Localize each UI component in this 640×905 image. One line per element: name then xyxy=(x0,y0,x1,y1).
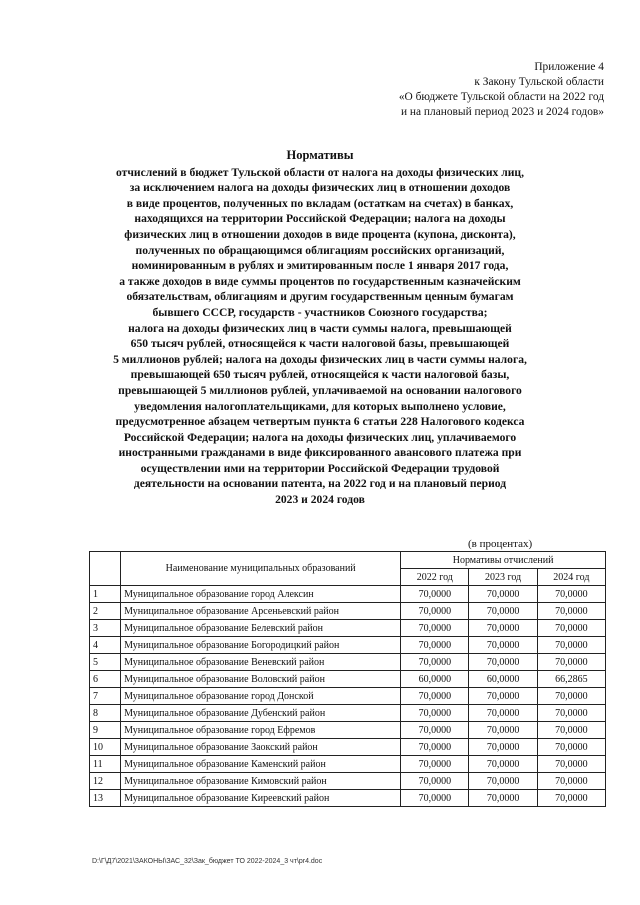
title-body xyxy=(60,165,580,508)
municipality-name: Муниципальное образование город Алексин xyxy=(121,586,401,603)
norm-2024: 70,0000 xyxy=(537,603,605,620)
row-number: 13 xyxy=(90,790,121,807)
table-row xyxy=(90,586,606,603)
municipality-name: Муниципальное образование Каменский район xyxy=(121,756,401,773)
row-number: 8 xyxy=(90,705,121,722)
table-row xyxy=(90,739,606,756)
title-line: обязательствам, облигациям и другим государственным ценным бумагам xyxy=(126,290,514,304)
name-column-header: Наименование муниципальных образований xyxy=(121,552,401,586)
title-line: а также доходов в виде суммы процентов по государственным казначейским xyxy=(119,274,521,288)
norm-2023: 70,0000 xyxy=(469,688,537,705)
title-line: номинированным в рублях и эмитированным после 1 января 2017 года, xyxy=(131,259,509,273)
year-header-2023: 2023 год xyxy=(469,569,537,586)
norm-2022: 70,0000 xyxy=(401,620,469,637)
year-header-2022: 2022 год xyxy=(401,569,469,586)
title-line: уведомления налогоплательщиками, для которых выполнено условие, xyxy=(134,399,506,413)
norm-2022: 70,0000 xyxy=(401,654,469,671)
municipality-name: Муниципальное образование город Ефремов xyxy=(121,722,401,739)
title-line: 5 миллионов рублей; налога на доходы физических лиц в части суммы налога, xyxy=(113,352,527,366)
norm-2023: 70,0000 xyxy=(469,620,537,637)
title-line: превышающей 650 тысяч рублей, относящейся к части налоговой базы, xyxy=(130,368,510,382)
table-row xyxy=(90,637,606,654)
row-number: 12 xyxy=(90,773,121,790)
norm-2022: 70,0000 xyxy=(401,637,469,654)
norm-2023: 70,0000 xyxy=(469,773,537,790)
norm-2024: 70,0000 xyxy=(537,739,605,756)
title-line: иностранными гражданами в виде фиксированного авансового платежа при xyxy=(118,446,522,460)
title-line: 650 тысяч рублей, относящейся к части налоговой базы, превышающей xyxy=(130,337,510,351)
norm-2023: 70,0000 xyxy=(469,705,537,722)
title-line: превышающей 5 миллионов рублей, уплачиваемой на основании налогового xyxy=(118,383,522,397)
municipality-name: Муниципальное образование город Донской xyxy=(121,688,401,705)
table-row xyxy=(90,705,606,722)
norm-2022: 70,0000 xyxy=(401,722,469,739)
norm-2022: 60,0000 xyxy=(401,671,469,688)
norms-column-header: Нормативы отчислений xyxy=(401,552,606,569)
title-line: Российской Федерации; налога на доходы физических лиц, уплачиваемого xyxy=(123,430,517,444)
norm-2022: 70,0000 xyxy=(401,586,469,603)
norm-2022: 70,0000 xyxy=(401,773,469,790)
municipality-name: Муниципальное образование Киреевский район xyxy=(121,790,401,807)
norm-2024: 70,0000 xyxy=(537,654,605,671)
table-row xyxy=(90,688,606,705)
municipality-name: Муниципальное образование Заокский район xyxy=(121,739,401,756)
norm-2023: 70,0000 xyxy=(469,739,537,756)
norm-2024: 70,0000 xyxy=(537,790,605,807)
row-number: 9 xyxy=(90,722,121,739)
norm-2024: 70,0000 xyxy=(537,688,605,705)
table-row xyxy=(90,790,606,807)
title-line: 2023 и 2024 годов xyxy=(275,493,365,507)
norm-2023: 70,0000 xyxy=(469,603,537,620)
row-number: 11 xyxy=(90,756,121,773)
table-row xyxy=(90,773,606,790)
table-row xyxy=(90,756,606,773)
table-row xyxy=(90,722,606,739)
document-title xyxy=(60,148,580,508)
municipality-name: Муниципальное образование Кимовский район xyxy=(121,773,401,790)
norm-2023: 70,0000 xyxy=(469,654,537,671)
municipality-name: Муниципальное образование Белевский район xyxy=(121,620,401,637)
appendix-number: Приложение 4 xyxy=(534,61,604,73)
norm-2023: 70,0000 xyxy=(469,637,537,654)
row-number: 6 xyxy=(90,671,121,688)
number-column-header xyxy=(90,552,121,586)
norm-2022: 70,0000 xyxy=(401,739,469,756)
norm-2023: 60,0000 xyxy=(469,671,537,688)
row-number: 1 xyxy=(90,586,121,603)
title-line: отчислений в бюджет Тульской области от налога на доходы физических лиц, xyxy=(116,165,524,179)
table-body xyxy=(90,586,606,807)
title-line: за исключением налога на доходы физических лиц в отношении доходов xyxy=(129,181,511,195)
norm-2023: 70,0000 xyxy=(469,586,537,603)
row-number: 5 xyxy=(90,654,121,671)
title-line: осуществлении ими на территории Российской Федерации трудовой xyxy=(140,461,500,475)
row-number: 3 xyxy=(90,620,121,637)
title-line: предусмотренное абзацем четвертым пункта 6 статьи 228 Налогового кодекса xyxy=(115,415,525,429)
norm-2024: 70,0000 xyxy=(537,620,605,637)
norm-2024: 70,0000 xyxy=(537,705,605,722)
appendix-law: к Закону Тульской области xyxy=(474,76,604,88)
title-heading: Нормативы xyxy=(286,148,354,162)
norm-2022: 70,0000 xyxy=(401,756,469,773)
table-row xyxy=(90,620,606,637)
table-row xyxy=(90,603,606,620)
title-line: деятельности на основании патента, на 2022 год и на плановый период xyxy=(133,477,507,491)
norm-2023: 70,0000 xyxy=(469,722,537,739)
municipality-name: Муниципальное образование Веневский район xyxy=(121,654,401,671)
table-row xyxy=(90,654,606,671)
norm-2024: 70,0000 xyxy=(537,773,605,790)
row-number: 2 xyxy=(90,603,121,620)
file-path-footer: D:\Г\Д7\2021\ЗАКОНЫ\ЗАС_32\Зак_бюджет ТО 2022-2024_3 чт\pr4.doc xyxy=(92,858,323,865)
municipality-name: Муниципальное образование Воловский район xyxy=(121,671,401,688)
year-header-2024: 2024 год xyxy=(537,569,605,586)
norms-table xyxy=(89,551,606,807)
norm-2024: 70,0000 xyxy=(537,586,605,603)
norm-2024: 70,0000 xyxy=(537,756,605,773)
table-row xyxy=(90,671,606,688)
row-number: 7 xyxy=(90,688,121,705)
row-number: 4 xyxy=(90,637,121,654)
norm-2023: 70,0000 xyxy=(469,756,537,773)
norm-2022: 70,0000 xyxy=(401,705,469,722)
norm-2024: 70,0000 xyxy=(537,637,605,654)
title-line: полученных по обращающимся облигациям российских организаций, xyxy=(135,243,505,257)
title-line: налога на доходы физических лиц в части суммы налога, превышающей xyxy=(128,321,512,335)
appendix-law-title: «О бюджете Тульской области на 2022 год xyxy=(398,91,604,103)
appendix-header xyxy=(304,60,604,120)
municipality-name: Муниципальное образование Арсеньевский район xyxy=(121,603,401,620)
units-note: (в процентах) xyxy=(468,538,533,550)
row-number: 10 xyxy=(90,739,121,756)
norm-2022: 70,0000 xyxy=(401,688,469,705)
title-line: физических лиц в отношении доходов в виде процента (купона, дисконта), xyxy=(124,227,516,241)
norm-2023: 70,0000 xyxy=(469,790,537,807)
title-line: в виде процентов, полученных по вкладам (остаткам на счетах) в банках, xyxy=(126,196,514,210)
municipality-name: Муниципальное образование Дубенский район xyxy=(121,705,401,722)
title-line: находящихся на территории Российской Федерации; налога на доходы xyxy=(134,212,506,226)
norm-2024: 70,0000 xyxy=(537,722,605,739)
appendix-law-period: и на плановый период 2023 и 2024 годов» xyxy=(400,106,604,118)
title-line: бывшего СССР, государств - участников Союзного государства; xyxy=(152,305,488,319)
municipality-name: Муниципальное образование Богородицкий район xyxy=(121,637,401,654)
norm-2024: 66,2865 xyxy=(537,671,605,688)
norm-2022: 70,0000 xyxy=(401,603,469,620)
norm-2022: 70,0000 xyxy=(401,790,469,807)
